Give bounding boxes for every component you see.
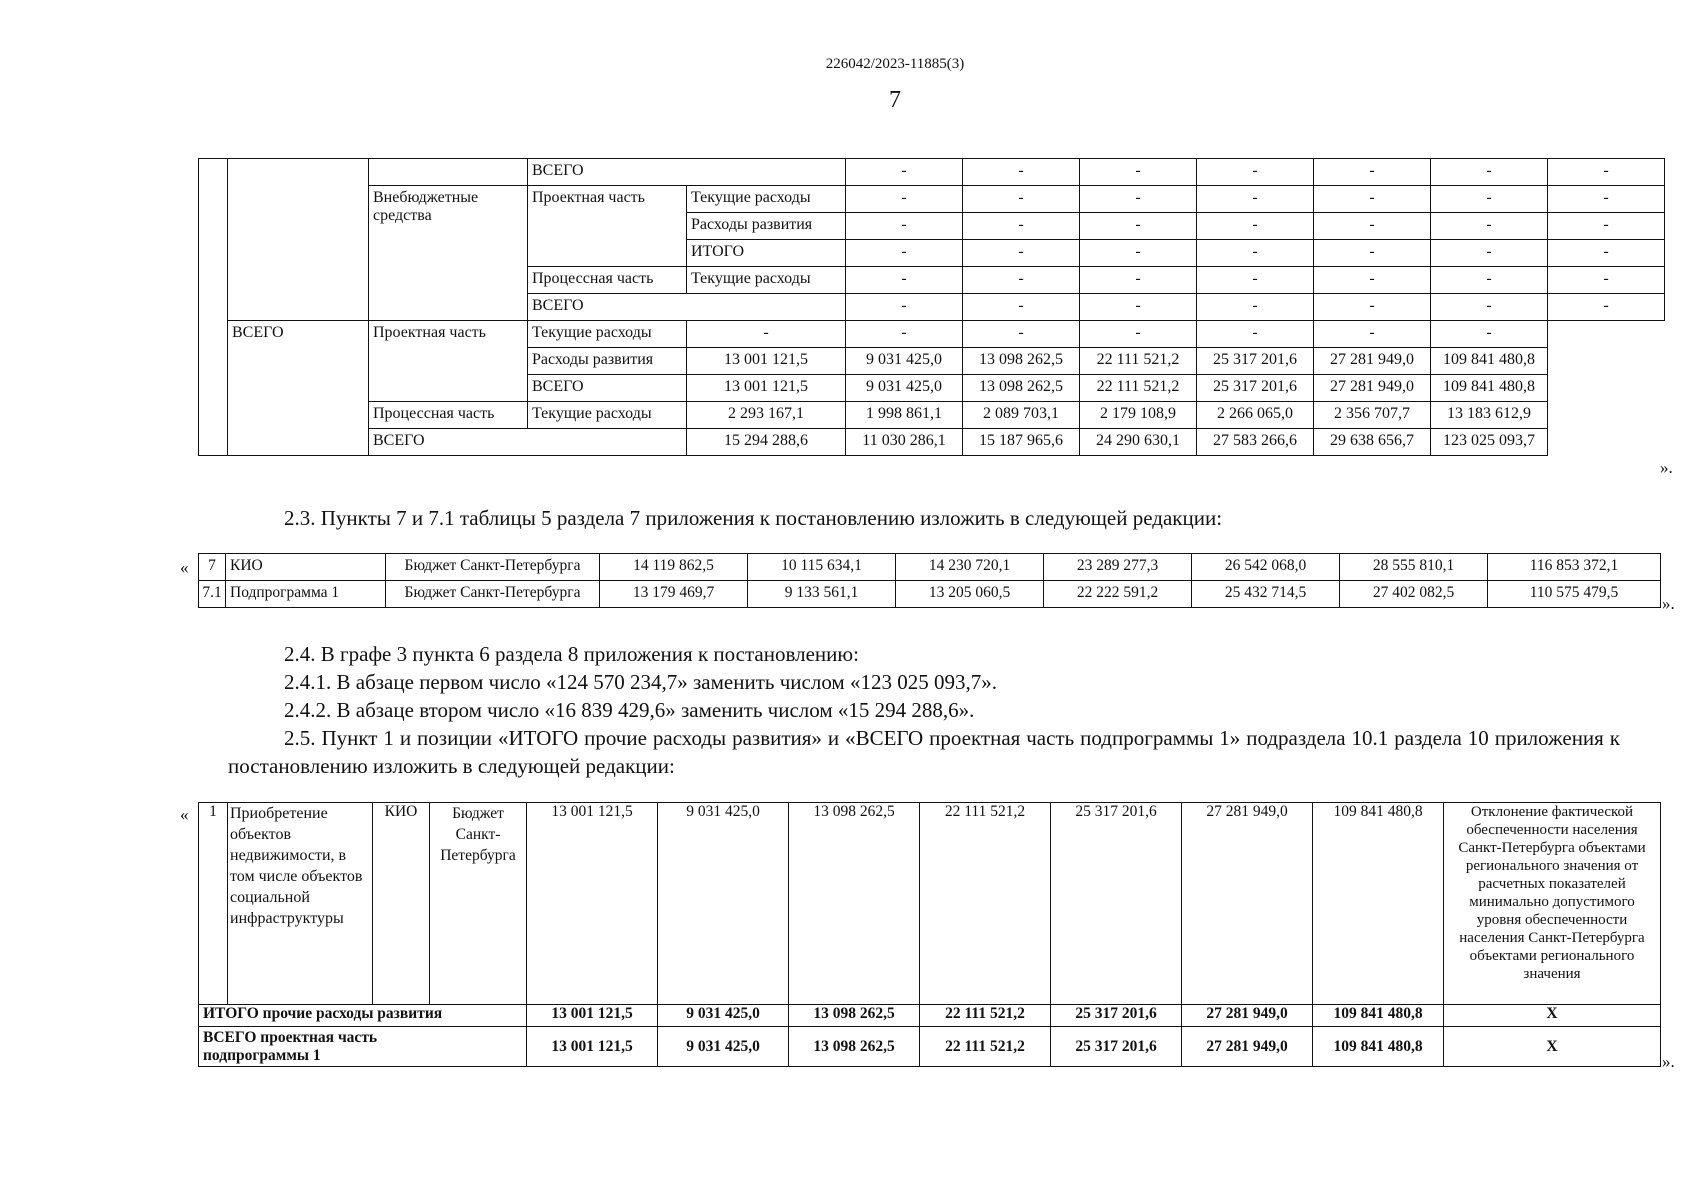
table-row	[199, 429, 1665, 456]
table-cell: -	[1080, 240, 1197, 267]
budget-table-continuation	[198, 158, 1665, 456]
table-cell: 9 031 425,0	[658, 803, 789, 1005]
row-label-text: ВСЕГО проектная часть подпрограммы 1	[203, 1028, 378, 1064]
table-cell: -	[1314, 294, 1431, 321]
indicator-text: Отклонение фактической обеспеченности населения Санкт-Петербурга объектами регионального значения от расчетных показателей минимально допустимого уровня обеспеченности населения Санкт-Петербурга объектами регионального значения	[1444, 803, 1661, 1005]
table-cell: 13 179 469,7	[600, 581, 748, 608]
row-label: Проектная часть	[369, 321, 528, 402]
row-label: Внебюджетные средства	[369, 186, 528, 321]
table-cell: 22 111 521,2	[920, 803, 1051, 1005]
table-cell: Х	[1444, 1005, 1661, 1027]
paragraph-2-4-2: 2.4.2. В абзаце втором число «16 839 429,6» заменить числом «15 294 288,6».	[284, 698, 975, 722]
table-cell: -	[846, 240, 963, 267]
row-label	[199, 1027, 527, 1067]
table-cell: 22 111 521,2	[1080, 348, 1197, 375]
row-label: Расходы развития	[687, 213, 846, 240]
table-cell: -	[1548, 267, 1665, 294]
table-cell: -	[1431, 321, 1548, 348]
table-cell: 109 841 480,8	[1313, 1027, 1444, 1067]
table-cell: 1 998 861,1	[846, 402, 963, 429]
table-cell: -	[1548, 294, 1665, 321]
row-label: Текущие расходы	[687, 186, 846, 213]
table-row	[199, 186, 1665, 213]
table-cell: 9 031 425,0	[658, 1005, 789, 1027]
paragraph-2-4: 2.4. В графе 3 пункта 6 раздела 8 приложения к постановлению:	[284, 642, 859, 666]
table-cell: -	[1314, 321, 1431, 348]
table-cell: 2 266 065,0	[1197, 402, 1314, 429]
table-cell: 10 115 634,1	[748, 554, 896, 581]
table-row	[199, 1005, 1661, 1027]
table-cell	[369, 159, 528, 186]
row-label: ВСЕГО	[528, 375, 687, 402]
table-cell: 2 356 707,7	[1314, 402, 1431, 429]
table-cell: 9 031 425,0	[658, 1027, 789, 1067]
opening-quote: «	[180, 558, 189, 577]
table-cell: -	[1197, 267, 1314, 294]
row-label: ВСЕГО	[528, 294, 846, 321]
table-cell: 25 317 201,6	[1051, 1005, 1182, 1027]
table-cell: -	[846, 321, 963, 348]
table-cell: -	[1314, 213, 1431, 240]
table-cell: -	[1431, 213, 1548, 240]
table-cell: -	[963, 240, 1080, 267]
row-name: Подпрограмма 1	[226, 581, 386, 608]
row-executor: КИО	[373, 803, 430, 1005]
table-cell: 22 111 521,2	[1080, 375, 1197, 402]
table-cell: 27 281 949,0	[1182, 1005, 1313, 1027]
table-cell: 25 432 714,5	[1192, 581, 1340, 608]
table-cell: 109 841 480,8	[1313, 1005, 1444, 1027]
row-label: ВСЕГО	[528, 159, 846, 186]
table-cell: 14 119 862,5	[600, 554, 748, 581]
table-cell: -	[1197, 213, 1314, 240]
table-cell: -	[1548, 213, 1665, 240]
table-cell: -	[963, 294, 1080, 321]
table-cell: -	[963, 321, 1080, 348]
table-cell: 13 001 121,5	[687, 375, 846, 402]
table-cell: -	[1197, 294, 1314, 321]
table-cell: 22 111 521,2	[920, 1027, 1051, 1067]
table-cell: -	[1314, 267, 1431, 294]
closing-quote: ».	[1662, 594, 1675, 613]
table-cell: -	[963, 186, 1080, 213]
table-cell: 27 281 949,0	[1182, 1027, 1313, 1067]
table-cell: 13 098 262,5	[963, 375, 1080, 402]
table-cell: 13 001 121,5	[687, 348, 846, 375]
row-number: 7	[199, 554, 226, 581]
table-cell: -	[1548, 159, 1665, 186]
subsection-10-1-table	[198, 802, 1661, 1067]
closing-quote: ».	[1662, 1052, 1675, 1071]
table-cell: -	[1197, 240, 1314, 267]
paragraph-2-3: 2.3. Пункты 7 и 7.1 таблицы 5 раздела 7 приложения к постановлению изложить в следующей редакции:	[284, 506, 1223, 530]
table-row	[199, 581, 1661, 608]
table-cell: 13 098 262,5	[963, 348, 1080, 375]
table-cell: 13 183 612,9	[1431, 402, 1548, 429]
table-cell: 13 001 121,5	[527, 803, 658, 1005]
table-cell: -	[1080, 159, 1197, 186]
table-cell: -	[963, 267, 1080, 294]
table-cell: 27 281 949,0	[1182, 803, 1313, 1005]
table-cell: -	[1431, 159, 1548, 186]
table-row	[199, 321, 1665, 348]
table-cell: -	[1314, 240, 1431, 267]
table-cell: -	[1197, 321, 1314, 348]
table-cell: -	[687, 321, 846, 348]
page-number: 7	[889, 87, 901, 113]
row-label: Процессная часть	[369, 402, 528, 429]
paragraph-2-4-1: 2.4.1. В абзаце первом число «124 570 234,7» заменить числом «123 025 093,7».	[284, 670, 997, 694]
row-name: КИО	[226, 554, 386, 581]
row-label: ИТОГО	[687, 240, 846, 267]
table-cell: -	[963, 213, 1080, 240]
table-cell: 14 230 720,1	[896, 554, 1044, 581]
table-cell: -	[846, 267, 963, 294]
table-cell: 109 841 480,8	[1313, 803, 1444, 1005]
row-label: ВСЕГО	[369, 429, 687, 456]
table-cell: 9 133 561,1	[748, 581, 896, 608]
row-label: Расходы развития	[528, 348, 687, 375]
table-cell: -	[846, 213, 963, 240]
table-row	[199, 554, 1661, 581]
row-label: Проектная часть	[528, 186, 687, 267]
table-cell: -	[846, 186, 963, 213]
table-cell: -	[846, 294, 963, 321]
table-cell: 109 841 480,8	[1431, 375, 1548, 402]
table-cell: 27 583 266,6	[1197, 429, 1314, 456]
table-cell: 26 542 068,0	[1192, 554, 1340, 581]
table-cell: -	[1080, 321, 1197, 348]
table-cell: -	[1431, 267, 1548, 294]
row-label: Текущие расходы	[528, 402, 687, 429]
table-cell: 25 317 201,6	[1197, 348, 1314, 375]
table-cell: -	[1431, 240, 1548, 267]
table-cell: -	[1080, 267, 1197, 294]
table-cell: 9 031 425,0	[846, 375, 963, 402]
row-label: ИТОГО прочие расходы развития	[199, 1005, 527, 1027]
table-cell	[199, 159, 228, 456]
table-cell: 13 098 262,5	[789, 1005, 920, 1027]
table-cell: 9 031 425,0	[846, 348, 963, 375]
table-cell: -	[846, 159, 963, 186]
table-cell: -	[1080, 186, 1197, 213]
row-source: Бюджет Санкт-Петербурга	[430, 803, 527, 1005]
table-cell: 109 841 480,8	[1431, 348, 1548, 375]
table-cell: 13 205 060,5	[896, 581, 1044, 608]
table-cell: 27 402 082,5	[1340, 581, 1488, 608]
table-row	[199, 402, 1665, 429]
table-cell: 25 317 201,6	[1051, 1027, 1182, 1067]
row-source: Бюджет Санкт-Петербурга	[386, 554, 600, 581]
table-cell: 15 294 288,6	[687, 429, 846, 456]
table-cell: -	[1197, 159, 1314, 186]
table-cell: -	[1431, 186, 1548, 213]
table-cell: 22 111 521,2	[920, 1005, 1051, 1027]
table-cell: 22 222 591,2	[1044, 581, 1192, 608]
row-number: 7.1	[199, 581, 226, 608]
table-cell: 28 555 810,1	[1340, 554, 1488, 581]
table-cell: 13 001 121,5	[527, 1005, 658, 1027]
table-cell: 13 098 262,5	[789, 803, 920, 1005]
table-cell: 13 098 262,5	[789, 1027, 920, 1067]
table-cell: 15 187 965,6	[963, 429, 1080, 456]
table-cell: -	[1080, 213, 1197, 240]
row-name: Приобретение объектов недвижимости, в том числе объектов социальной инфраструктуры	[228, 803, 373, 1005]
table-cell: -	[1314, 159, 1431, 186]
row-number: 1	[199, 803, 228, 1005]
opening-quote: «	[180, 805, 189, 824]
table-cell: 2 179 108,9	[1080, 402, 1197, 429]
table-cell: 123 025 093,7	[1431, 429, 1548, 456]
table-row	[199, 803, 1661, 1005]
row-label: Текущие расходы	[528, 321, 687, 348]
table-cell: -	[1314, 186, 1431, 213]
paragraph-2-5: 2.5. Пункт 1 и позиции «ИТОГО прочие расходы развития» и «ВСЕГО проектная часть подпрограммы 1» подраздела 10.1 раздела 10 приложения к постановлению изложить в следующей редакции:	[228, 726, 1620, 778]
table-cell: 2 089 703,1	[963, 402, 1080, 429]
table-cell: 116 853 372,1	[1488, 554, 1661, 581]
table-cell: 11 030 286,1	[846, 429, 963, 456]
table-cell: 110 575 479,5	[1488, 581, 1661, 608]
row-label: Текущие расходы	[687, 267, 846, 294]
table-cell: -	[1080, 294, 1197, 321]
table-cell: -	[1197, 186, 1314, 213]
closing-quote: ».	[1660, 458, 1673, 477]
table-cell: -	[1431, 294, 1548, 321]
table-cell: 2 293 167,1	[687, 402, 846, 429]
table-cell: 25 317 201,6	[1051, 803, 1182, 1005]
table-cell: 25 317 201,6	[1197, 375, 1314, 402]
row-label: ВСЕГО	[228, 321, 369, 456]
row-label: Процессная часть	[528, 267, 687, 294]
table-cell: 24 290 630,1	[1080, 429, 1197, 456]
table-row	[199, 159, 1665, 186]
document-id: 226042/2023-11885(3)	[825, 56, 965, 72]
table-cell	[228, 159, 369, 321]
table-cell: -	[1548, 186, 1665, 213]
table-cell: -	[963, 159, 1080, 186]
table-cell: Х	[1444, 1027, 1661, 1067]
table-5-rows	[198, 553, 1661, 608]
row-source: Бюджет Санкт-Петербурга	[386, 581, 600, 608]
table-cell: -	[1548, 240, 1665, 267]
table-row	[199, 1027, 1661, 1067]
table-cell: 23 289 277,3	[1044, 554, 1192, 581]
table-cell: 27 281 949,0	[1314, 375, 1431, 402]
table-cell: 13 001 121,5	[527, 1027, 658, 1067]
table-cell: 27 281 949,0	[1314, 348, 1431, 375]
table-cell: 29 638 656,7	[1314, 429, 1431, 456]
